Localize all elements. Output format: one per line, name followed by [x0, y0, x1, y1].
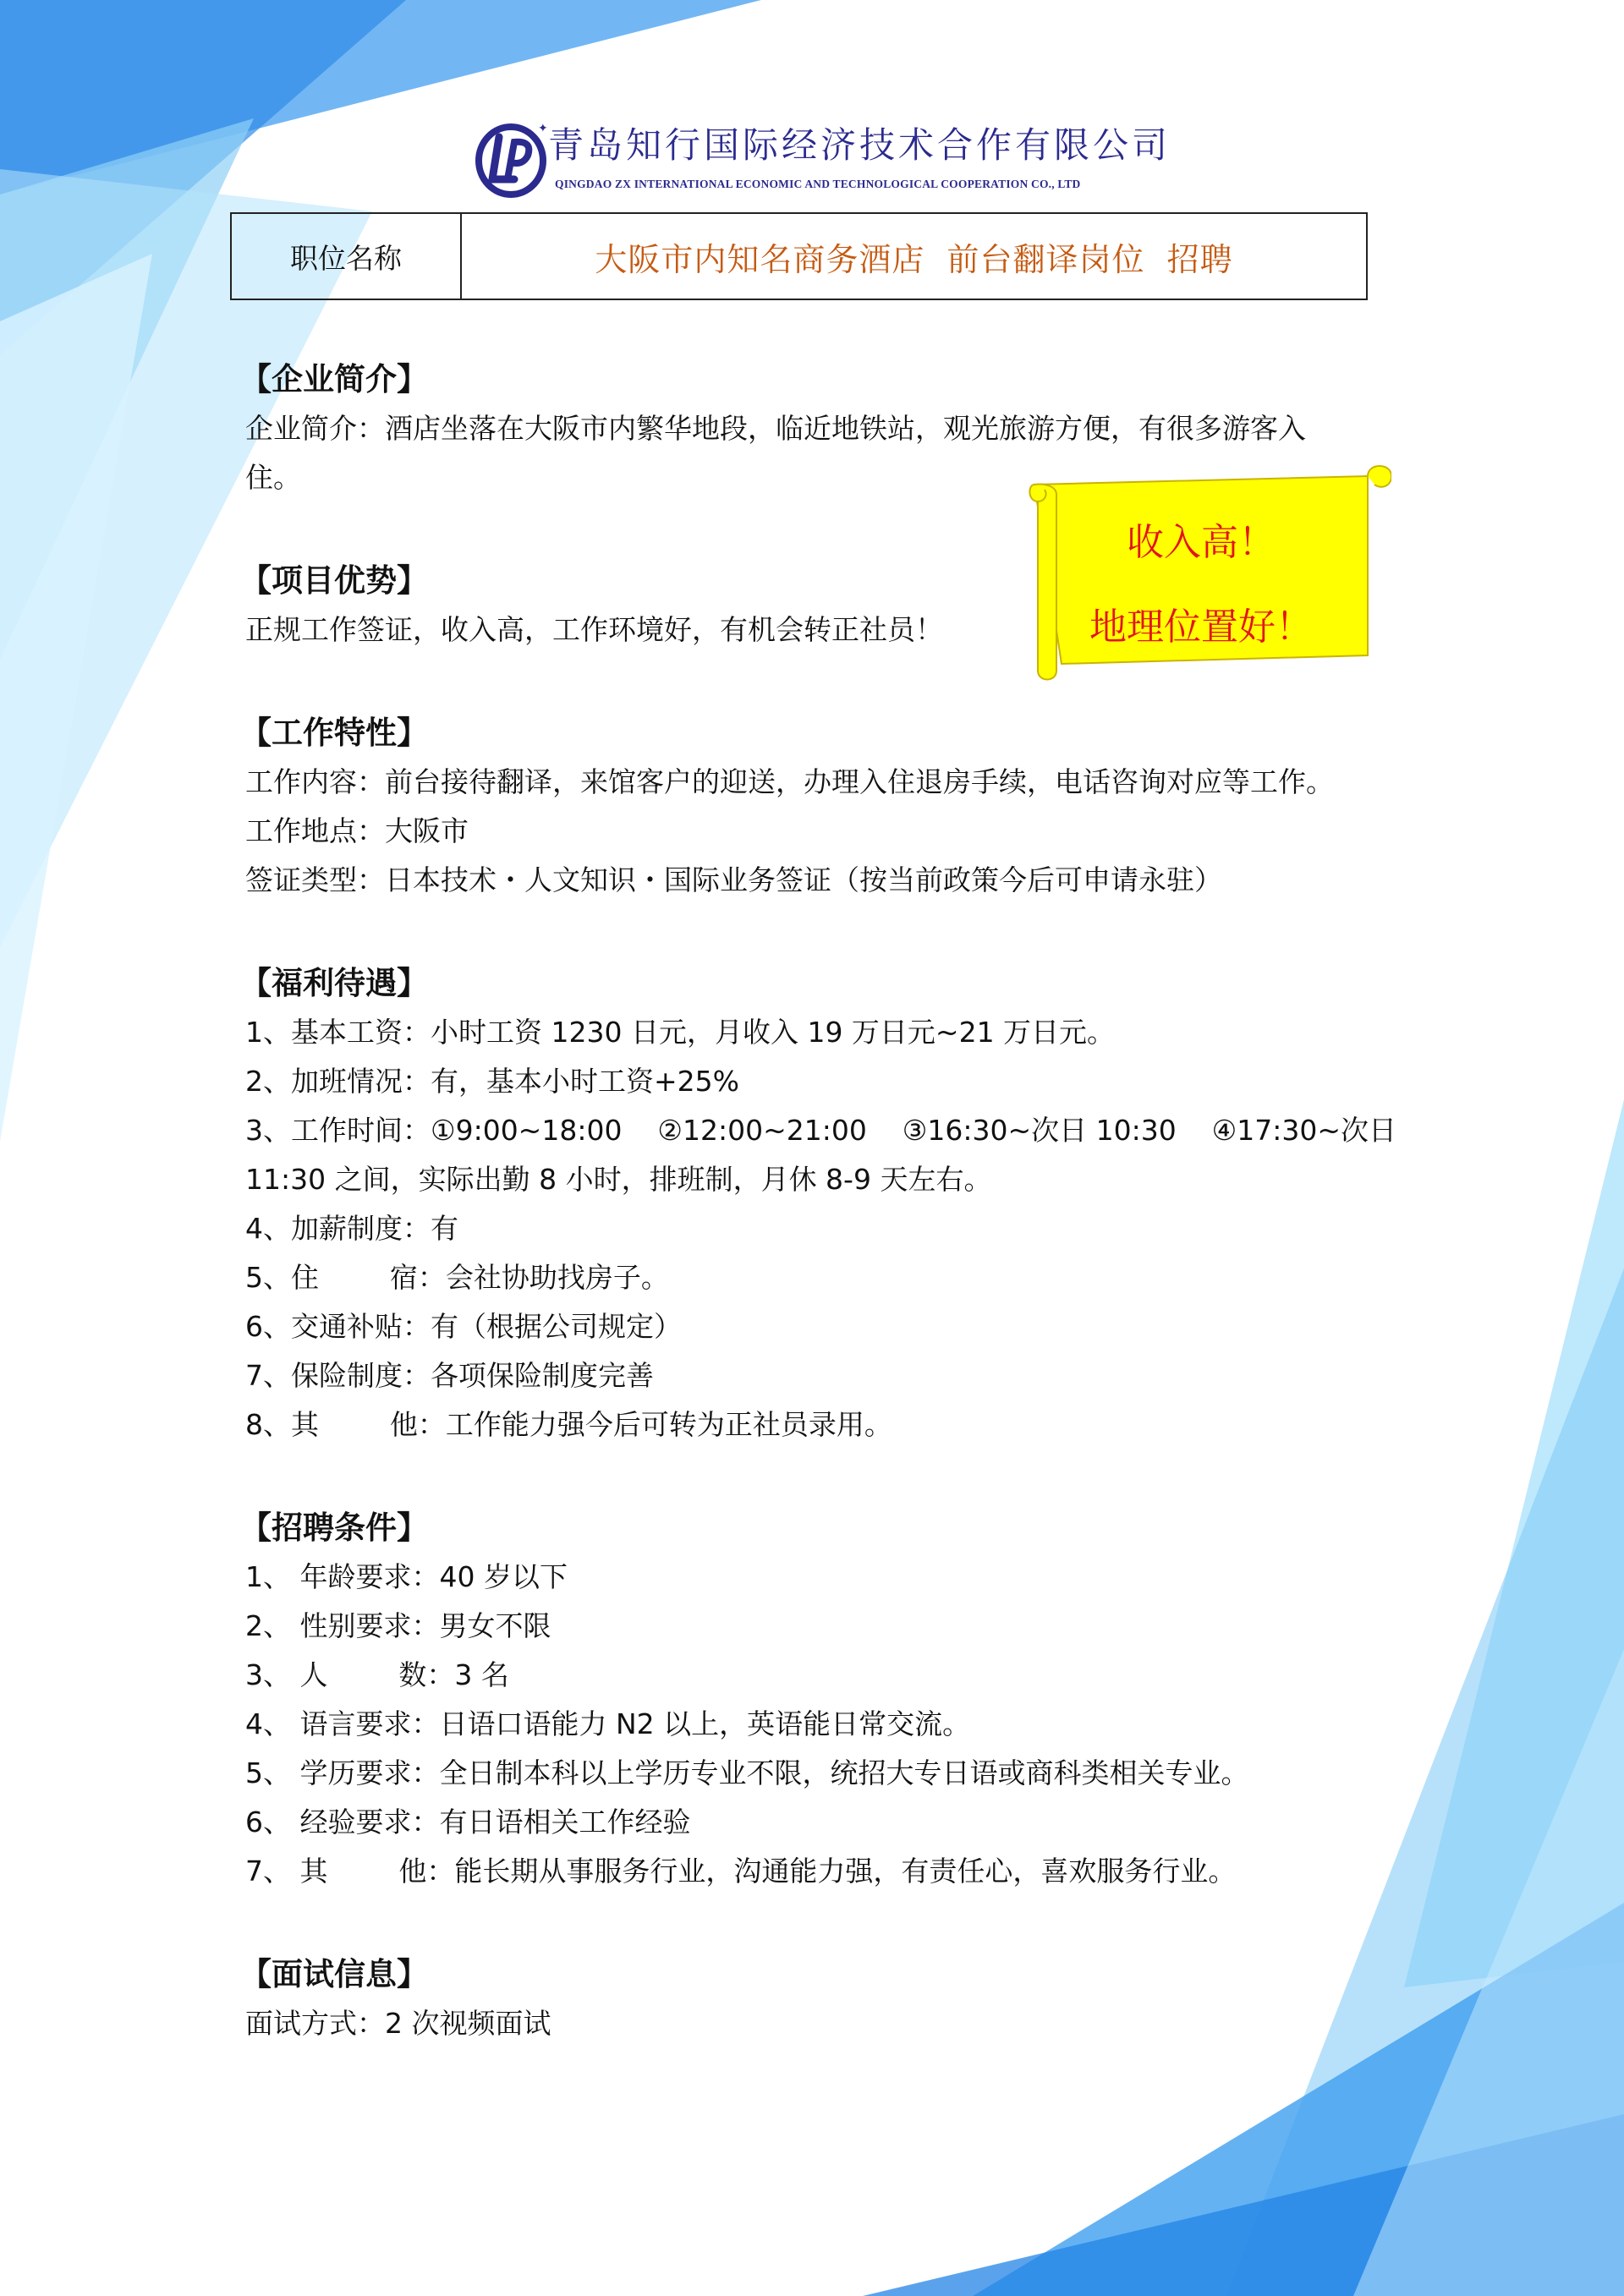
list-item: 1、 年龄要求：40 岁以下 [245, 1560, 568, 1593]
position-title-table [230, 212, 1368, 300]
section-benefits [240, 959, 1397, 1449]
section-requirements [240, 1504, 1379, 1896]
section-interview [240, 1950, 1379, 2048]
section-features [240, 709, 1379, 905]
list-item: 8、其 他：工作能力强今后可转为正社员录用。 [245, 1408, 892, 1441]
highlight-line-location: 地理位置好！ [1089, 606, 1313, 649]
list-item: 6、交通补贴：有（根据公司规定） [245, 1310, 682, 1343]
company-name-en: QINGDAO ZX INTERNATIONAL ECONOMIC AND TECHNOLOGICAL COOPERATION CO., LTD [555, 178, 1081, 190]
list-item: 6、 经验要求：有日语相关工作经验 [245, 1806, 691, 1838]
position-label: 职位名称 [232, 214, 462, 299]
list-item: 1、基本工资：小时工资 1230 日元，月收入 19 万日元~21 万日元。 [245, 1016, 1116, 1049]
section-heading: 【工作特性】 [240, 715, 428, 751]
highlight-scroll-banner [1019, 452, 1391, 689]
list-item: 签证类型：日本技术・人文知识・国际业务签证（按当前政策今后可申请永驻） [245, 863, 1222, 896]
section-heading: 【面试信息】 [240, 1956, 428, 1992]
list-item: 4、 语言要求：日语口语能力 N2 以上，英语能日常交流。 [245, 1707, 971, 1740]
list-item: 工作内容：前台接待翻译，来馆客户的迎送，办理入住退房手续，电话咨询对应等工作。 [245, 765, 1334, 798]
list-item: 3、 人 数：3 名 [245, 1658, 509, 1691]
list-item: 11:30 之间，实际出勤 8 小时，排班制，月休 8-9 天左右。 [245, 1163, 992, 1196]
list-item: 7、 其 他：能长期从事服务行业，沟通能力强，有责任心，喜欢服务行业。 [245, 1855, 1237, 1888]
company-name-cn: 青岛知行国际经济技术合作有限公司 [548, 124, 1171, 166]
list-item: 工作地点：大阪市 [245, 814, 469, 847]
advantage-text: 正规工作签证，收入高，工作环境好，有机会转正社员！ [245, 613, 943, 646]
list-item: 5、 学历要求：全日制本科以上学历专业不限，统招大专日语或商科类相关专业。 [245, 1756, 1249, 1789]
company-logo [474, 120, 1171, 205]
list-item: 2、加班情况：有，基本小时工资+25% [245, 1065, 739, 1098]
list-item: 5、住 宿：会社协助找房子。 [245, 1261, 669, 1294]
section-heading: 【企业简介】 [240, 361, 428, 397]
interview-text: 面试方式：2 次视频面试 [245, 2007, 551, 2040]
list-item: 7、保险制度：各项保险制度完善 [245, 1359, 654, 1392]
highlight-line-income: 收入高！ [1127, 521, 1276, 564]
svg-text:✦: ✦ [538, 122, 548, 135]
section-heading: 【福利待遇】 [240, 965, 428, 1001]
company-logo-icon [474, 120, 551, 198]
list-item: 4、加薪制度：有 [245, 1212, 458, 1245]
section-heading: 【招聘条件】 [240, 1510, 428, 1546]
position-title: 大阪市内知名商务酒店 前台翻译岗位 招聘 [595, 240, 1233, 278]
section-heading: 【项目优势】 [240, 562, 428, 599]
intro-text: 企业简介：酒店坐落在大阪市内繁华地段，临近地铁站，观光旅游方便，有很多游客入住。 [245, 412, 1306, 494]
list-item: 3、工作时间：①9:00~18:00 ②12:00~21:00 ③16:30~次日 10:30 ④17:30~次日 [245, 1114, 1397, 1147]
list-item: 2、 性别要求：男女不限 [245, 1609, 551, 1642]
